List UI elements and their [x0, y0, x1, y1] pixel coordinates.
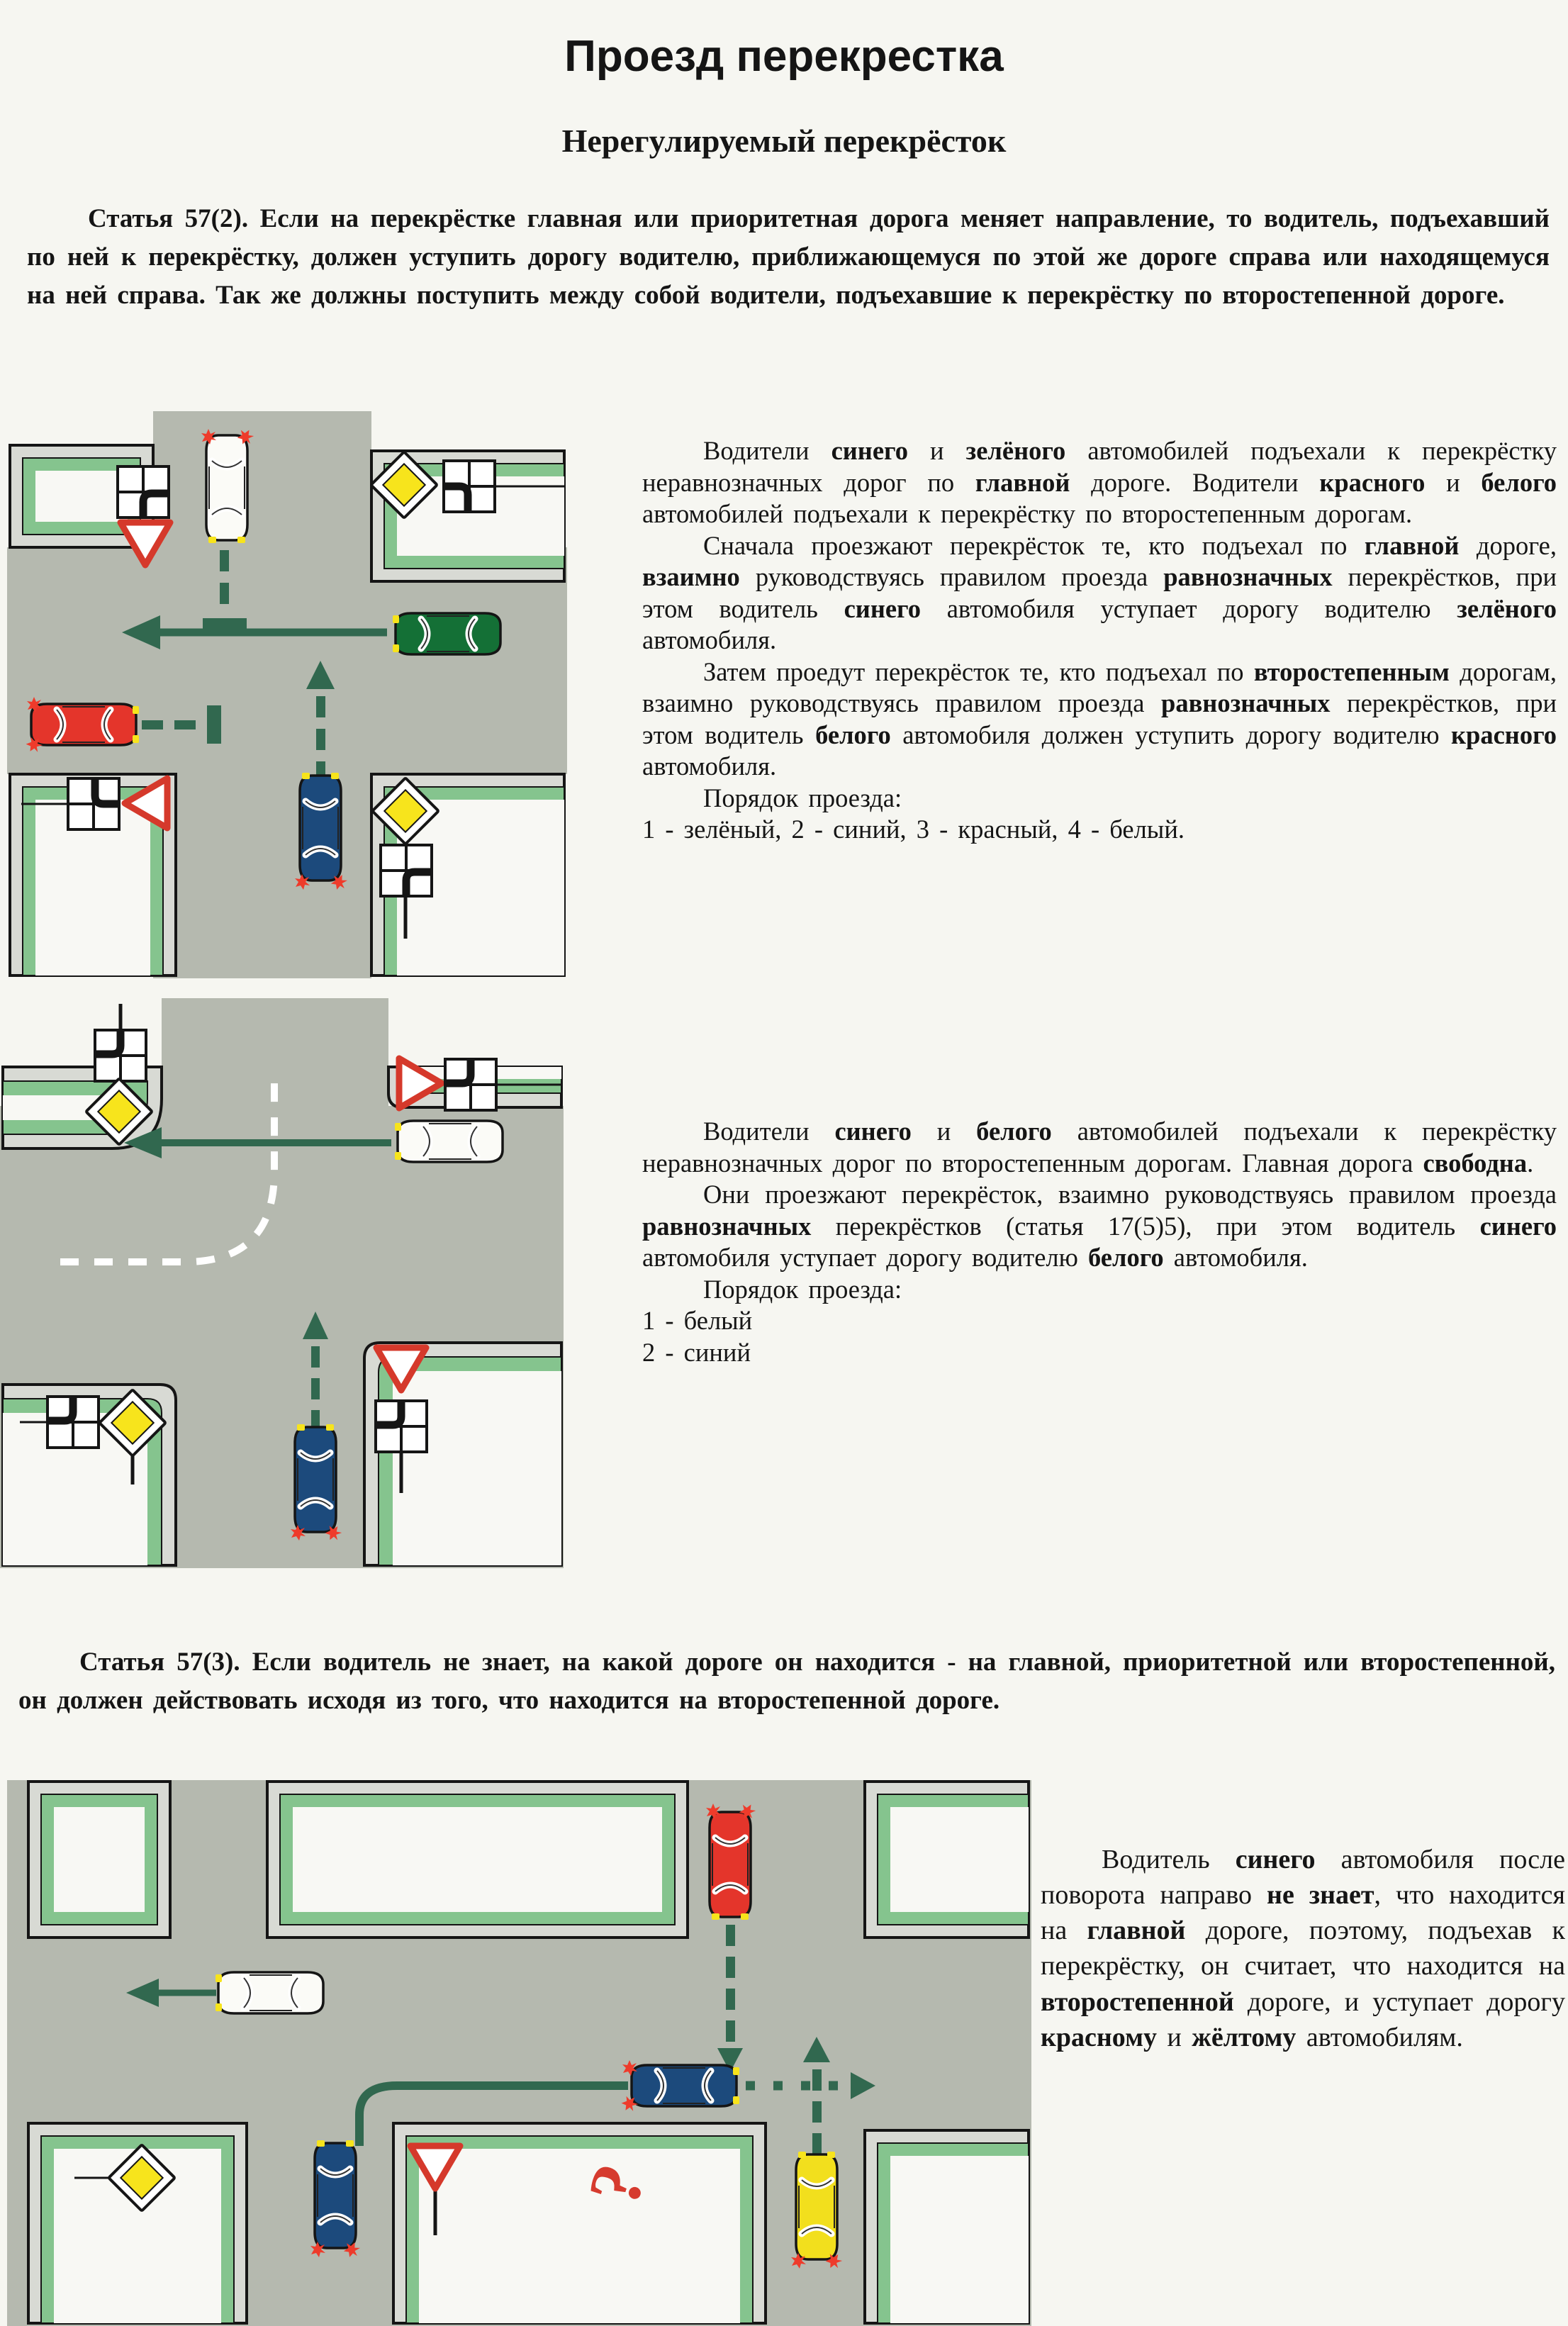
paragraph: Порядок проезда:: [703, 783, 902, 812]
paragraph: Водители синего и белого автомобилей подъехали к перекрёстку неравнозначных дорог по второстепенным дорогам. Главная дорога свободна.: [642, 1117, 1557, 1178]
paragraph: Статья 57(2). Если на перекрёстке главная или приоритетная дорога меняет направление, то водитель, подъехавший по ней к перекрёстку, должен уступить дорогу водителю, приближающемуся по этой же дороге справа или находящемуся на ней справа. Так же должны поступить между собой водители, подъехавшие к перекрёстку по второстепенной дороге.: [27, 204, 1550, 311]
car-white: [395, 1121, 503, 1162]
paragraph: Затем проедут перекрёсток те, кто подъехал по второстепенным дорогам, взаимно руководствуясь правилом проезда равнозначных перекрёстков, при этом водитель белого автомобиля должен уступить дорогу водителю красного автомобиля.: [642, 656, 1557, 781]
article-57-3: [18, 1643, 1555, 1720]
main-road-direction-sign-icon: [95, 1030, 146, 1081]
question-mark: ?: [572, 2154, 661, 2215]
diagram-1-unequal-crossroad: [7, 411, 567, 978]
road-vertical: [162, 998, 388, 1211]
paragraph: Порядок проезда:: [703, 1274, 902, 1304]
block-top-3: [865, 1782, 1029, 1938]
car-green: [393, 613, 500, 654]
text-block-diagram-3: [1041, 1842, 1565, 2055]
main-road-direction-sign-icon: [381, 845, 432, 896]
text-block-diagram-1: [642, 435, 1557, 846]
main-road-direction-sign-icon: [445, 1059, 496, 1110]
paragraph: Водитель синего автомобиля после поворота направо не знает, что находится на главной дороге, поэтому, подъехав к перекрёстку, он считает, что находится на второстепенной дороге, и уступает дорогу красному и жёлтому автомобилям.: [1041, 1845, 1565, 2052]
paragraph: Они проезжают перекрёсток, взаимно руководствуясь правилом проезда равнозначных перекрёстков (статья 17(5)5), при этом водитель синего автомобиля уступает дорогу водителю белого автомобиля.: [642, 1180, 1557, 1273]
page-subtitle: Нерегулируемый перекрёсток: [561, 123, 1007, 159]
main-road-direction-sign-icon: [47, 1397, 99, 1448]
paragraph: 2 - синий: [642, 1337, 751, 1367]
article-57-2: [27, 200, 1550, 315]
block-top-2: [267, 1782, 688, 1938]
main-road-direction-sign-icon: [444, 461, 495, 512]
paragraph: 1 - зелёный, 2 - синий, 3 - красный, 4 - белый.: [642, 815, 1185, 844]
paragraph: Водители синего и зелёного автомобилей подъехали к перекрёстку неравнозначных дорог по главной дороге. Водители красного и белого автомобилей подъехали к перекрёстку по второстепенным дорогам.: [642, 436, 1557, 529]
block-top-1: [28, 1782, 170, 1938]
main-road-direction-sign-icon: [376, 1401, 427, 1452]
paragraph: Статья 57(3). Если водитель не знает, на какой дороге он находится - на главной, приоритетной или второстепенной, он должен действовать исходя из того, что находится на второстепенной дороге.: [18, 1648, 1555, 1716]
diagram-3-unknown-road: [7, 1776, 1031, 2326]
car-blue-start-position: [310, 2140, 362, 2260]
car-white: [201, 426, 256, 543]
paragraph: Сначала проезжают перекрёсток те, кто подъехал по главной дороге, взаимно руководствуясь правилом проезда равнозначных перекрёстков, при этом водитель синего автомобиля уступает дорогу водителю зелёного автомобиля.: [642, 530, 1557, 655]
paragraph: 1 - белый: [642, 1306, 753, 1336]
car-red: [706, 1801, 758, 1920]
main-road-direction-sign-icon: [118, 466, 169, 518]
main-road-direction-sign-icon: [68, 778, 119, 829]
page-title: Проезд перекрестка: [564, 32, 1004, 81]
car-white: [215, 1972, 323, 2013]
text-block-diagram-2: [642, 1116, 1557, 1368]
block-bottom-3: [865, 2130, 1029, 2323]
diagram-2-main-road-turns: [0, 993, 567, 1568]
car-yellow: [791, 2152, 844, 2271]
